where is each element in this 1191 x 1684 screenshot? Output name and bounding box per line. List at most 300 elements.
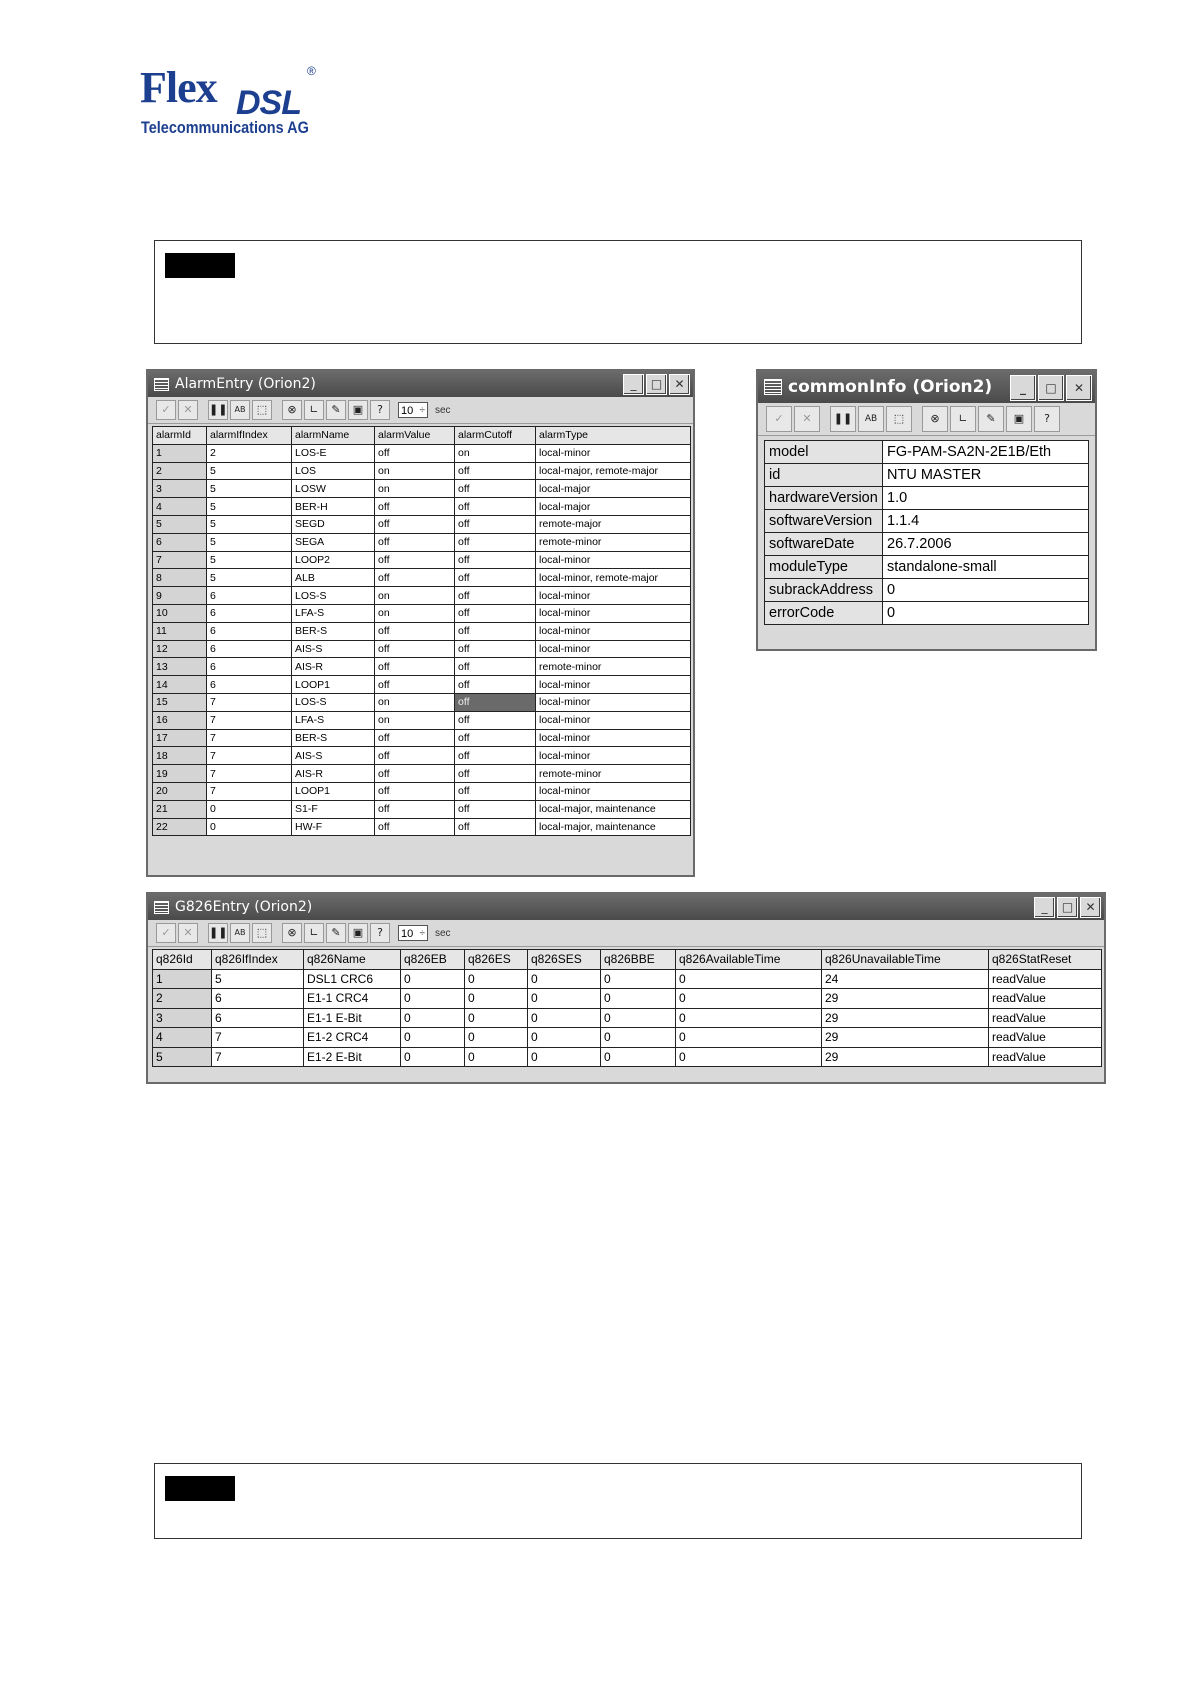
table-cell[interactable]: LFA-S [292, 711, 375, 729]
table-cell[interactable]: 6 [207, 676, 292, 694]
table-cell[interactable]: remote-major [536, 515, 691, 533]
table-cell[interactable]: off [455, 640, 536, 658]
table-cell[interactable]: 29 [822, 1028, 989, 1048]
table-cell[interactable]: local-minor [536, 604, 691, 622]
table-cell[interactable]: off [375, 782, 455, 800]
logo-tagline: Telecommunications AG [141, 118, 309, 137]
column-header[interactable]: q826BBE [601, 950, 676, 970]
table-row[interactable] [153, 444, 691, 462]
property-name: hardwareVersion [765, 487, 883, 510]
table-cell[interactable]: 0 [676, 1028, 822, 1048]
cancel-icon[interactable]: ✕ [794, 406, 820, 432]
property-value[interactable]: 0 [883, 579, 1089, 602]
table-cell[interactable]: off [455, 622, 536, 640]
table-cell[interactable]: off [455, 676, 536, 694]
table-cell[interactable]: 0 [401, 1028, 465, 1048]
pencil-icon[interactable]: ✎ [326, 923, 346, 943]
g826-toolbar [148, 920, 1104, 947]
table-cell[interactable]: 7 [212, 1028, 304, 1048]
table-row[interactable] [765, 464, 1089, 487]
table-cell[interactable]: 0 [465, 969, 528, 989]
save-icon[interactable]: ▣ [348, 400, 368, 420]
table-cell[interactable]: off [455, 747, 536, 765]
property-value[interactable]: NTU MASTER [883, 464, 1089, 487]
text-ab-icon[interactable]: AB [858, 406, 884, 432]
table-cell[interactable]: local-minor [536, 640, 691, 658]
column-header[interactable]: q826StatReset [989, 950, 1102, 970]
table-row[interactable] [153, 1008, 1102, 1028]
text-ab-icon[interactable]: AB [230, 923, 250, 943]
table-row[interactable] [765, 487, 1089, 510]
table-cell[interactable]: 7 [207, 711, 292, 729]
table-cell[interactable]: off [455, 551, 536, 569]
table-cell[interactable]: 0 [401, 969, 465, 989]
table-cell[interactable]: 6 [212, 1008, 304, 1028]
table-cell[interactable]: 6 [207, 658, 292, 676]
table-cell[interactable]: on [375, 711, 455, 729]
table-cell[interactable]: 21 [153, 800, 207, 818]
table-row[interactable] [765, 579, 1089, 602]
table-cell[interactable]: LOOP1 [292, 676, 375, 694]
table-cell[interactable]: local-minor [536, 676, 691, 694]
column-header[interactable]: q826SES [528, 950, 601, 970]
table-cell[interactable]: AIS-S [292, 747, 375, 765]
table-row[interactable] [153, 782, 691, 800]
save-icon[interactable]: ▣ [1006, 406, 1032, 432]
table-cell[interactable]: 3 [153, 1008, 212, 1028]
table-cell[interactable]: off [375, 515, 455, 533]
table-cell[interactable]: SEGA [292, 533, 375, 551]
table-cell[interactable]: off [375, 729, 455, 747]
table-cell[interactable]: 0 [528, 989, 601, 1009]
table-cell[interactable]: 2 [153, 462, 207, 480]
table-cell[interactable]: 6 [207, 640, 292, 658]
table-cell[interactable]: S1-F [292, 800, 375, 818]
table-cell[interactable]: local-minor [536, 711, 691, 729]
table-cell[interactable]: local-major [536, 480, 691, 498]
table-cell[interactable]: off [375, 818, 455, 836]
table-cell[interactable]: local-minor, remote-major [536, 569, 691, 587]
table-cell[interactable]: 0 [528, 1047, 601, 1067]
table-cell[interactable]: off [375, 533, 455, 551]
table-cell[interactable]: 0 [207, 818, 292, 836]
table-row[interactable] [153, 498, 691, 516]
table-cell[interactable]: off [455, 462, 536, 480]
check-icon[interactable]: ✓ [156, 400, 176, 420]
pause-icon[interactable]: ❚❚ [208, 923, 228, 943]
table-row[interactable] [153, 480, 691, 498]
table-cell[interactable]: 0 [528, 1008, 601, 1028]
table-cell[interactable]: remote-minor [536, 765, 691, 783]
chart-icon[interactable]: ∟ [950, 406, 976, 432]
table-cell[interactable]: readValue [989, 969, 1102, 989]
table-cell[interactable]: local-minor [536, 622, 691, 640]
table-cell[interactable]: local-minor [536, 782, 691, 800]
table-cell[interactable]: 0 [601, 1028, 676, 1048]
column-header[interactable]: alarmType [536, 427, 691, 445]
table-cell[interactable]: 0 [528, 1028, 601, 1048]
table-cell[interactable]: 2 [207, 444, 292, 462]
table-cell[interactable]: off [455, 800, 536, 818]
table-cell[interactable]: BER-H [292, 498, 375, 516]
table-cell[interactable]: 6 [153, 533, 207, 551]
table-cell[interactable]: readValue [989, 1008, 1102, 1028]
property-value[interactable]: standalone-small [883, 556, 1089, 579]
table-cell[interactable]: 29 [822, 1047, 989, 1067]
table-row[interactable] [153, 1047, 1102, 1067]
table-cell[interactable]: off [455, 498, 536, 516]
table-row[interactable] [153, 676, 691, 694]
table-cell[interactable]: off [455, 782, 536, 800]
table-cell[interactable]: off [455, 818, 536, 836]
pencil-icon[interactable]: ✎ [326, 400, 346, 420]
table-cell[interactable]: off [455, 658, 536, 676]
property-value[interactable]: FG-PAM-SA2N-2E1B/Eth [883, 441, 1089, 464]
table-cell[interactable]: LOS-S [292, 587, 375, 605]
table-cell[interactable]: LOOP1 [292, 782, 375, 800]
minimize-icon[interactable]: _ [1010, 375, 1036, 401]
alarm-toolbar [148, 397, 693, 424]
table-cell[interactable]: 5 [207, 551, 292, 569]
table-cell[interactable]: 4 [153, 498, 207, 516]
table-cell[interactable]: 16 [153, 711, 207, 729]
maximize-icon[interactable]: □ [1057, 897, 1078, 918]
column-header[interactable]: q826Name [304, 950, 401, 970]
column-header[interactable]: q826EB [401, 950, 465, 970]
binoculars-icon[interactable]: ⊗ [922, 406, 948, 432]
table-row[interactable] [153, 729, 691, 747]
column-header[interactable]: alarmIfIndex [207, 427, 292, 445]
column-header[interactable]: q826Id [153, 950, 212, 970]
table-cell[interactable]: off [375, 676, 455, 694]
table-cell[interactable]: off [455, 480, 536, 498]
table-cell[interactable]: 24 [822, 969, 989, 989]
column-header[interactable]: alarmCutoff [455, 427, 536, 445]
pause-icon[interactable]: ❚❚ [830, 406, 856, 432]
table-cell[interactable]: 20 [153, 782, 207, 800]
table-row[interactable] [153, 569, 691, 587]
resize-icon[interactable]: ⬚ [252, 400, 272, 420]
help-icon[interactable]: ? [370, 400, 390, 420]
property-name: softwareVersion [765, 510, 883, 533]
table-cell[interactable]: 7 [207, 747, 292, 765]
table-cell[interactable]: AIS-R [292, 658, 375, 676]
table-cell[interactable]: 7 [207, 729, 292, 747]
check-icon[interactable]: ✓ [766, 406, 792, 432]
property-value[interactable]: 1.1.4 [883, 510, 1089, 533]
table-cell[interactable]: 3 [153, 480, 207, 498]
table-cell[interactable]: off [455, 729, 536, 747]
pause-icon[interactable]: ❚❚ [208, 400, 228, 420]
table-cell[interactable]: local-minor [536, 693, 691, 711]
table-row[interactable] [153, 693, 691, 711]
table-cell[interactable]: off [375, 551, 455, 569]
table-cell[interactable]: 7 [207, 693, 292, 711]
table-cell[interactable]: 5 [212, 969, 304, 989]
table-cell[interactable]: ALB [292, 569, 375, 587]
interval-spinner[interactable]: 10 ÷ [398, 402, 428, 418]
table-cell[interactable]: readValue [989, 989, 1102, 1009]
table-cell[interactable]: LOSW [292, 480, 375, 498]
table-row[interactable] [153, 604, 691, 622]
table-cell[interactable]: 18 [153, 747, 207, 765]
table-cell[interactable]: 0 [601, 1047, 676, 1067]
table-cell[interactable]: 6 [207, 587, 292, 605]
table-cell[interactable]: on [375, 462, 455, 480]
common-window-title: commonInfo (Orion2) [788, 377, 993, 397]
close-icon[interactable]: ✕ [1066, 375, 1092, 401]
close-icon[interactable]: ✕ [669, 374, 690, 395]
table-cell[interactable]: off [455, 515, 536, 533]
table-cell[interactable]: HW-F [292, 818, 375, 836]
alarm-window-title: AlarmEntry (Orion2) [175, 376, 316, 392]
common-titlebar[interactable] [758, 371, 1095, 403]
minimize-icon[interactable]: _ [1034, 897, 1055, 918]
alarm-titlebar[interactable] [148, 371, 693, 397]
table-row[interactable] [153, 989, 1102, 1009]
column-header[interactable]: q826AvailableTime [676, 950, 822, 970]
table-cell[interactable]: DSL1 CRC6 [304, 969, 401, 989]
table-cell[interactable]: readValue [989, 1047, 1102, 1067]
table-cell[interactable]: 6 [207, 622, 292, 640]
table-cell[interactable]: 7 [212, 1047, 304, 1067]
table-row[interactable] [153, 747, 691, 765]
table-cell[interactable]: off [375, 444, 455, 462]
table-cell[interactable]: 0 [465, 1028, 528, 1048]
table-cell[interactable]: 10 [153, 604, 207, 622]
table-row[interactable] [153, 711, 691, 729]
table-cell[interactable]: local-major, maintenance [536, 818, 691, 836]
table-cell[interactable]: off [375, 622, 455, 640]
table-cell[interactable]: 11 [153, 622, 207, 640]
table-cell[interactable]: off [455, 693, 536, 711]
table-cell[interactable]: AIS-S [292, 640, 375, 658]
property-value[interactable]: 1.0 [883, 487, 1089, 510]
interval-unit: sec [435, 927, 451, 939]
table-row[interactable] [153, 658, 691, 676]
cancel-icon[interactable]: ✕ [178, 923, 198, 943]
table-cell[interactable]: off [375, 800, 455, 818]
table-row[interactable] [765, 510, 1089, 533]
g826-titlebar[interactable] [148, 894, 1104, 920]
table-cell[interactable]: 5 [153, 515, 207, 533]
save-icon[interactable]: ▣ [348, 923, 368, 943]
resize-icon[interactable]: ⬚ [252, 923, 272, 943]
table-cell[interactable]: 7 [153, 551, 207, 569]
maximize-icon[interactable]: □ [1038, 375, 1064, 401]
table-row[interactable] [765, 533, 1089, 556]
table-cell[interactable]: 5 [207, 480, 292, 498]
table-cell[interactable]: E1-1 E-Bit [304, 1008, 401, 1028]
column-header[interactable]: q826UnavailableTime [822, 950, 989, 970]
table-cell[interactable]: on [375, 587, 455, 605]
logo-registered: ® [307, 64, 316, 78]
table-row[interactable] [153, 765, 691, 783]
table-row[interactable] [153, 800, 691, 818]
table-cell[interactable]: 0 [465, 1047, 528, 1067]
table-cell[interactable]: on [375, 604, 455, 622]
cancel-icon[interactable]: ✕ [178, 400, 198, 420]
table-cell[interactable]: 0 [401, 1047, 465, 1067]
table-cell[interactable]: LFA-S [292, 604, 375, 622]
table-cell[interactable]: local-minor [536, 729, 691, 747]
table-row[interactable] [153, 587, 691, 605]
table-row[interactable] [153, 551, 691, 569]
table-row[interactable] [765, 441, 1089, 464]
table-cell[interactable]: 0 [401, 989, 465, 1009]
resize-icon[interactable]: ⬚ [886, 406, 912, 432]
chart-icon[interactable]: ∟ [304, 400, 324, 420]
table-cell[interactable]: off [455, 604, 536, 622]
table-cell[interactable]: 29 [822, 1008, 989, 1028]
table-cell[interactable]: 6 [212, 989, 304, 1009]
table-cell[interactable]: 14 [153, 676, 207, 694]
table-cell[interactable]: 0 [601, 1008, 676, 1028]
table-cell[interactable]: local-major, maintenance [536, 800, 691, 818]
table-cell[interactable]: LOS [292, 462, 375, 480]
table-cell[interactable]: local-minor [536, 551, 691, 569]
table-cell[interactable]: off [375, 498, 455, 516]
table-cell[interactable]: 15 [153, 693, 207, 711]
table-cell[interactable]: 22 [153, 818, 207, 836]
table-cell[interactable]: 17 [153, 729, 207, 747]
table-cell[interactable]: BER-S [292, 622, 375, 640]
table-cell[interactable]: 0 [676, 1047, 822, 1067]
table-cell[interactable]: off [375, 765, 455, 783]
table-cell[interactable]: 0 [528, 969, 601, 989]
table-cell[interactable]: 5 [207, 533, 292, 551]
table-cell[interactable]: LOOP2 [292, 551, 375, 569]
table-cell[interactable]: 8 [153, 569, 207, 587]
note-box-bottom [154, 1463, 1082, 1539]
table-row[interactable] [153, 622, 691, 640]
table-row[interactable] [153, 818, 691, 836]
pencil-icon[interactable]: ✎ [978, 406, 1004, 432]
column-header[interactable]: q826ES [465, 950, 528, 970]
table-cell[interactable]: remote-minor [536, 658, 691, 676]
table-row[interactable] [765, 556, 1089, 579]
table-cell[interactable]: 5 [153, 1047, 212, 1067]
common-info-window [756, 369, 1097, 651]
table-cell[interactable]: local-major, remote-major [536, 462, 691, 480]
table-cell[interactable]: 0 [465, 989, 528, 1009]
table-cell[interactable]: 0 [401, 1008, 465, 1028]
table-cell[interactable]: 29 [822, 989, 989, 1009]
table-row[interactable] [153, 969, 1102, 989]
text-ab-icon[interactable]: AB [230, 400, 250, 420]
table-cell[interactable]: 6 [207, 604, 292, 622]
table-cell[interactable]: 13 [153, 658, 207, 676]
table-cell[interactable]: 0 [207, 800, 292, 818]
table-cell[interactable]: LOS-S [292, 693, 375, 711]
check-icon[interactable]: ✓ [156, 923, 176, 943]
table-cell[interactable]: off [375, 747, 455, 765]
table-cell[interactable]: LOS-E [292, 444, 375, 462]
column-header[interactable]: alarmName [292, 427, 375, 445]
interval-unit: sec [435, 404, 451, 416]
table-row[interactable] [153, 640, 691, 658]
table-cell[interactable]: readValue [989, 1028, 1102, 1048]
table-cell[interactable]: 0 [676, 1008, 822, 1028]
column-header[interactable]: alarmValue [375, 427, 455, 445]
common-toolbar [758, 403, 1095, 436]
minimize-icon[interactable]: _ [623, 374, 644, 395]
table-cell[interactable]: local-minor [536, 444, 691, 462]
close-icon[interactable]: ✕ [1080, 897, 1101, 918]
table-cell[interactable]: local-minor [536, 747, 691, 765]
table-cell[interactable]: 5 [207, 569, 292, 587]
maximize-icon[interactable]: □ [646, 374, 667, 395]
table-cell[interactable]: 0 [465, 1008, 528, 1028]
table-cell[interactable]: 0 [676, 969, 822, 989]
table-row[interactable] [153, 462, 691, 480]
help-icon[interactable]: ? [370, 923, 390, 943]
table-cell[interactable]: on [375, 693, 455, 711]
interval-spinner[interactable]: 10 ÷ [398, 925, 428, 941]
table-cell[interactable]: 7 [207, 765, 292, 783]
table-cell[interactable]: 19 [153, 765, 207, 783]
table-cell[interactable]: on [455, 444, 536, 462]
table-cell[interactable]: 2 [153, 989, 212, 1009]
note-label-redacted [165, 253, 235, 278]
table-cell[interactable]: off [455, 711, 536, 729]
table-cell[interactable]: SEGD [292, 515, 375, 533]
table-cell[interactable]: 5 [207, 462, 292, 480]
property-value[interactable]: 0 [883, 602, 1089, 625]
table-cell[interactable]: local-major [536, 498, 691, 516]
table-cell[interactable]: 0 [676, 989, 822, 1009]
table-cell[interactable]: 12 [153, 640, 207, 658]
table-cell[interactable]: E1-1 CRC4 [304, 989, 401, 1009]
table-cell[interactable]: 5 [207, 498, 292, 516]
binoculars-icon[interactable]: ⊗ [282, 400, 302, 420]
table-cell[interactable]: BER-S [292, 729, 375, 747]
binoculars-icon[interactable]: ⊗ [282, 923, 302, 943]
table-cell[interactable]: off [455, 569, 536, 587]
table-row[interactable] [153, 515, 691, 533]
table-row[interactable] [153, 533, 691, 551]
table-cell[interactable]: off [375, 658, 455, 676]
table-cell[interactable]: E1-2 E-Bit [304, 1047, 401, 1067]
help-icon[interactable]: ? [1034, 406, 1060, 432]
table-cell[interactable]: E1-2 CRC4 [304, 1028, 401, 1048]
table-cell[interactable]: off [455, 533, 536, 551]
property-value[interactable]: 26.7.2006 [883, 533, 1089, 556]
chart-icon[interactable]: ∟ [304, 923, 324, 943]
property-name: softwareDate [765, 533, 883, 556]
table-cell[interactable]: 1 [153, 969, 212, 989]
table-cell[interactable]: on [375, 480, 455, 498]
table-cell[interactable]: off [455, 587, 536, 605]
table-cell[interactable]: AIS-R [292, 765, 375, 783]
table-cell[interactable]: 9 [153, 587, 207, 605]
table-cell[interactable]: 7 [207, 782, 292, 800]
table-cell[interactable]: remote-minor [536, 533, 691, 551]
table-cell[interactable]: local-minor [536, 587, 691, 605]
table-row[interactable] [765, 602, 1089, 625]
column-header[interactable]: alarmId [153, 427, 207, 445]
table-cell[interactable]: 0 [601, 989, 676, 1009]
table-cell[interactable]: 4 [153, 1028, 212, 1048]
column-header[interactable]: q826IfIndex [212, 950, 304, 970]
table-cell[interactable]: 5 [207, 515, 292, 533]
table-cell[interactable]: 1 [153, 444, 207, 462]
table-cell[interactable]: off [375, 569, 455, 587]
table-cell[interactable]: off [455, 765, 536, 783]
table-cell[interactable]: 0 [601, 969, 676, 989]
table-cell[interactable]: off [375, 640, 455, 658]
table-row[interactable] [153, 1028, 1102, 1048]
